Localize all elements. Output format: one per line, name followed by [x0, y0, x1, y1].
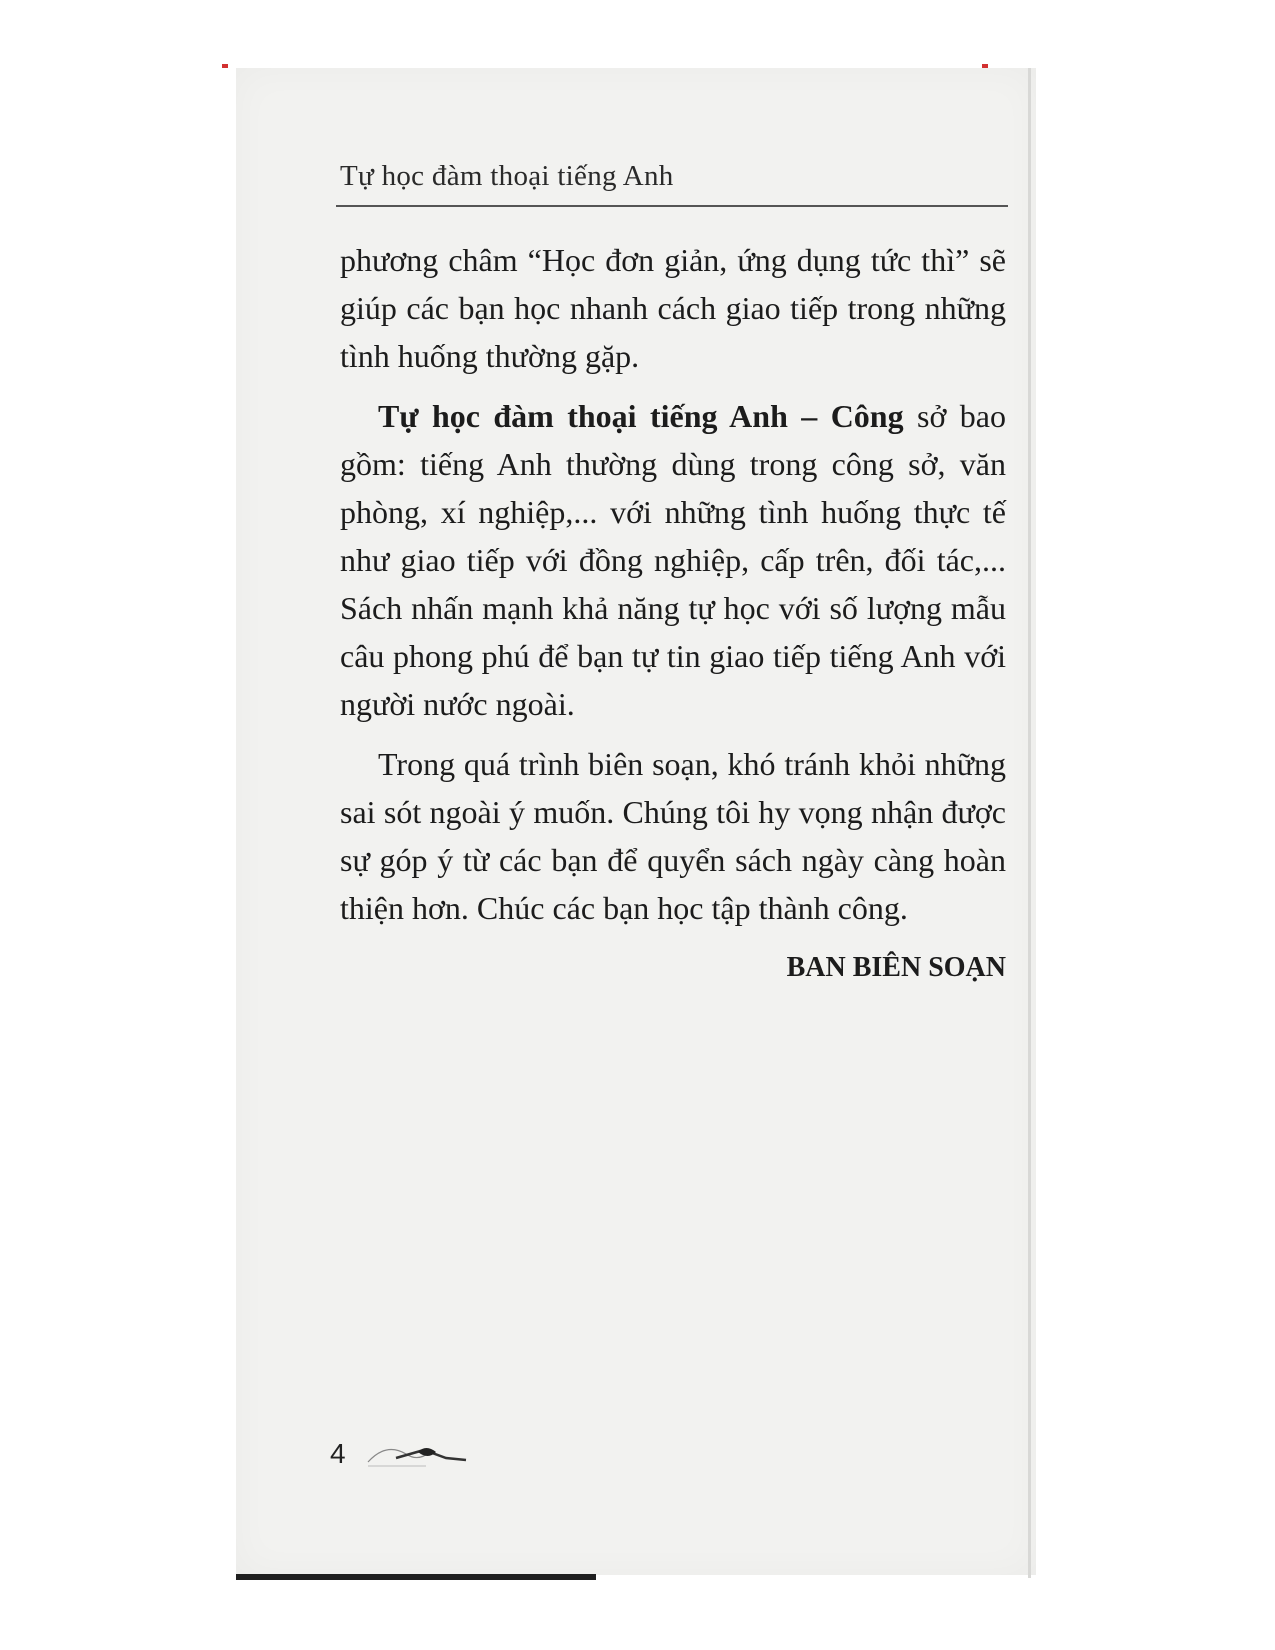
paragraph-text: phương châm “Học đơn giản, ứng dụng tức thì” sẽ giúp các bạn học nhanh cách giao tiếp trong những tình huống thường gặp. — [340, 242, 1006, 374]
footer-ornament-icon — [366, 1432, 476, 1472]
paragraph-text: Trong quá trình biên soạn, khó tránh khỏi những sai sót ngoài ý muốn. Chúng tôi hy vọng nhận được sự góp ý từ các bạn để quyển sách ngày càng hoàn thiện hơn. Chúc các bạn học tập thành công. — [340, 746, 1006, 926]
page-bottom-edge — [236, 1574, 596, 1580]
signature: BAN BIÊN SOẠN — [786, 952, 1006, 983]
red-edge-mark — [222, 64, 228, 68]
header-rule — [336, 205, 1008, 207]
page-number: 4 — [330, 1438, 346, 1469]
running-head: Tự học đàm thoại tiếng Anh — [340, 160, 674, 192]
paragraph-book-description — [340, 392, 1006, 728]
red-edge-mark — [982, 64, 988, 68]
paragraph-continuation — [340, 236, 1006, 380]
body-text — [340, 236, 1006, 1004]
page-right-edge — [1028, 68, 1031, 1578]
book-title: Tự học đàm thoại tiếng Anh – Công — [378, 398, 904, 434]
paragraph-text: sở bao gồm: tiếng Anh thường dùng trong công sở, văn phòng, xí nghiệp,... với những tình huống thực tế như giao tiếp với đồng nghiệp, cấp trên, đối tác,... Sách nhấn mạnh khả năng tự học với số lượng mẫu câu phong phú để bạn tự tin giao tiếp tiếng Anh với người nước ngoài. — [340, 398, 1007, 722]
paragraph-closing — [340, 740, 1006, 932]
